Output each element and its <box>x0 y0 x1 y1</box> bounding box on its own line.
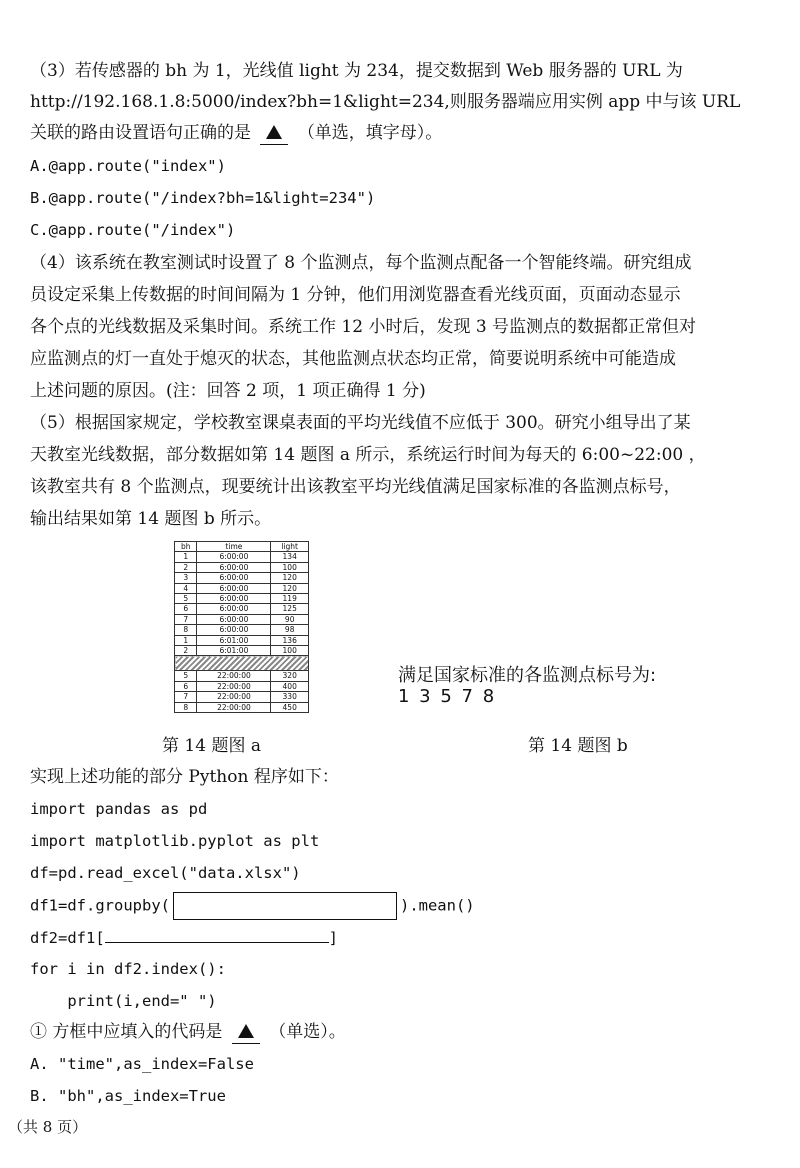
q3-line-1: （3）若传感器的 bh 为 1，光线值 light 为 234，提交数据到 Web 服务器的 URL 为 <box>30 61 683 81</box>
table-cell-bh: 8 <box>175 702 197 712</box>
fig-b-values: 1 3 5 7 8 <box>398 686 497 707</box>
q4-line-3: 各个点的光线数据及采集时间。系统工作 12 小时后，发现 3 号监测点的数据都正常但对 <box>30 317 697 337</box>
table-tear-break <box>175 656 309 671</box>
col-header-bh: bh <box>175 542 197 552</box>
table-row <box>175 625 309 635</box>
table-cell-light: 120 <box>271 573 309 583</box>
table-cell-light: 98 <box>271 625 309 635</box>
table-cell-time: 6:00:00 <box>197 583 271 593</box>
fig-b-title: 满足国家标准的各监测点标号为: <box>398 665 657 686</box>
table-cell-light: 100 <box>271 646 309 656</box>
code-line-5-pre: df2=df1[ <box>30 929 105 947</box>
table-cell-bh: 1 <box>175 552 197 562</box>
code-line-7: print(i,end=" ") <box>30 992 217 1010</box>
q5-line-3: 该教室共有 8 个监测点，现要统计出该教室平均光线值满足国家标准的各监测点标号， <box>30 477 681 497</box>
page-footer: （共 8 页） <box>8 1118 88 1136</box>
table-cell-light: 100 <box>271 562 309 572</box>
code-line-4-pre: df1=df.groupby( <box>30 896 170 915</box>
table-row <box>175 594 309 604</box>
table-cell-light: 330 <box>271 692 309 702</box>
code-line-4-post: ).mean() <box>399 896 475 915</box>
q3-option-c: C.@app.route("/index") <box>30 221 236 239</box>
table-cell-bh: 2 <box>175 646 197 656</box>
code-line-6: for i in df2.index(): <box>30 960 226 978</box>
table-cell-time: 6:00:00 <box>197 562 271 572</box>
data-table-a <box>174 541 309 713</box>
table-row <box>175 646 309 656</box>
table-row <box>175 635 309 645</box>
table-cell-light: 400 <box>271 681 309 691</box>
table-cell-time: 6:00:00 <box>197 614 271 624</box>
table-row <box>175 692 309 702</box>
sub-question-1-text: ① 方框中应填入的代码是 <box>30 1022 223 1042</box>
table-cell-time: 22:00:00 <box>197 671 271 681</box>
fig-b-caption: 第 14 题图 b <box>528 736 628 756</box>
table-cell-light: 120 <box>271 583 309 593</box>
q3-line-3 <box>30 122 442 145</box>
q4-line-4: 应监测点的灯一直处于熄灭的状态，其他监测点状态均正常，简要说明系统中可能造成 <box>30 349 676 369</box>
table-row <box>175 562 309 572</box>
table-row <box>175 573 309 583</box>
table-cell-bh: 6 <box>175 681 197 691</box>
table-cell-time: 6:00:00 <box>197 604 271 614</box>
table-cell-light: 90 <box>271 614 309 624</box>
table-cell-bh: 7 <box>175 614 197 624</box>
table-row <box>175 671 309 681</box>
table-header-row <box>175 542 309 552</box>
answer-blank <box>260 122 288 145</box>
sub1-option-b: B. "bh",as_index=True <box>30 1087 226 1105</box>
triangle-icon <box>238 1024 254 1038</box>
code-line-4 <box>30 892 475 920</box>
code-line-1: import pandas as pd <box>30 800 208 818</box>
table-row <box>175 614 309 624</box>
table-cell-light: 136 <box>271 635 309 645</box>
table-cell-bh: 6 <box>175 604 197 614</box>
sub-question-1-suffix: （单选）。 <box>269 1022 346 1042</box>
q5-line-1: （5）根据国家规定，学校教室课桌表面的平均光线值不应低于 300。研究小组导出了某 <box>30 413 691 433</box>
q4-line-1: （4）该系统在教室测试时设置了 8 个监测点，每个监测点配备一个智能终端。研究组成 <box>30 253 692 273</box>
col-header-time: time <box>197 542 271 552</box>
sub-question-1 <box>30 1021 346 1044</box>
q5-line-4: 输出结果如第 14 题图 b 所示。 <box>30 509 272 529</box>
q3-line-3-text: 关联的路由设置语句正确的是 <box>30 123 251 143</box>
table-cell-bh: 5 <box>175 671 197 681</box>
table-cell-time: 6:00:00 <box>197 625 271 635</box>
table-row <box>175 702 309 712</box>
table-cell-bh: 7 <box>175 692 197 702</box>
table-row <box>175 552 309 562</box>
table-cell-time: 22:00:00 <box>197 702 271 712</box>
code-line-2: import matplotlib.pyplot as plt <box>30 832 320 850</box>
q3-option-a: A.@app.route("index") <box>30 157 226 175</box>
q4-line-5: 上述问题的原因。(注：回答 2 项，1 项正确得 1 分) <box>30 381 426 401</box>
table-cell-bh: 1 <box>175 635 197 645</box>
table-cell-light: 450 <box>271 702 309 712</box>
table-row <box>175 604 309 614</box>
answer-blank-2 <box>232 1021 260 1044</box>
q5-line-2: 天教室光线数据，部分数据如第 14 题图 a 所示，系统运行时间为每天的 6:00~22:00 ， <box>30 445 706 465</box>
table-cell-light: 119 <box>271 594 309 604</box>
fig-a-caption: 第 14 题图 a <box>162 736 261 756</box>
code-intro: 实现上述功能的部分 Python 程序如下： <box>30 767 339 787</box>
table-cell-bh: 2 <box>175 562 197 572</box>
col-header-light: light <box>271 542 309 552</box>
q3-option-b: B.@app.route("/index?bh=1&light=234") <box>30 189 376 207</box>
table-cell-bh: 3 <box>175 573 197 583</box>
table-cell-time: 22:00:00 <box>197 692 271 702</box>
table-cell-bh: 8 <box>175 625 197 635</box>
q3-line-2: http://192.168.1.8:5000/index?bh=1&light=234,则服务器端应用实例 app 中与该 URL <box>30 92 741 112</box>
code-line-5 <box>30 926 338 949</box>
q3-line-3-suffix: （单选，填字母）。 <box>297 123 443 143</box>
table-cell-time: 6:00:00 <box>197 573 271 583</box>
code-fill-box <box>173 892 397 920</box>
triangle-icon <box>266 125 282 139</box>
table-row <box>175 583 309 593</box>
table-cell-time: 6:00:00 <box>197 552 271 562</box>
table-cell-light: 320 <box>271 671 309 681</box>
table-cell-time: 6:01:00 <box>197 635 271 645</box>
q4-line-2: 员设定采集上传数据的时间间隔为 1 分钟，他们用浏览器查看光线页面，页面动态显示 <box>30 285 681 305</box>
code-fill-underline <box>105 926 329 943</box>
code-line-3: df=pd.read_excel("data.xlsx") <box>30 864 301 882</box>
table-cell-bh: 4 <box>175 583 197 593</box>
table-cell-time: 6:00:00 <box>197 594 271 604</box>
sub1-option-a: A. "time",as_index=False <box>30 1055 254 1073</box>
table-cell-bh: 5 <box>175 594 197 604</box>
code-line-5-post: ] <box>328 929 338 947</box>
table-cell-light: 125 <box>271 604 309 614</box>
table-row <box>175 681 309 691</box>
table-cell-light: 134 <box>271 552 309 562</box>
table-cell-time: 22:00:00 <box>197 681 271 691</box>
table-cell-time: 6:01:00 <box>197 646 271 656</box>
